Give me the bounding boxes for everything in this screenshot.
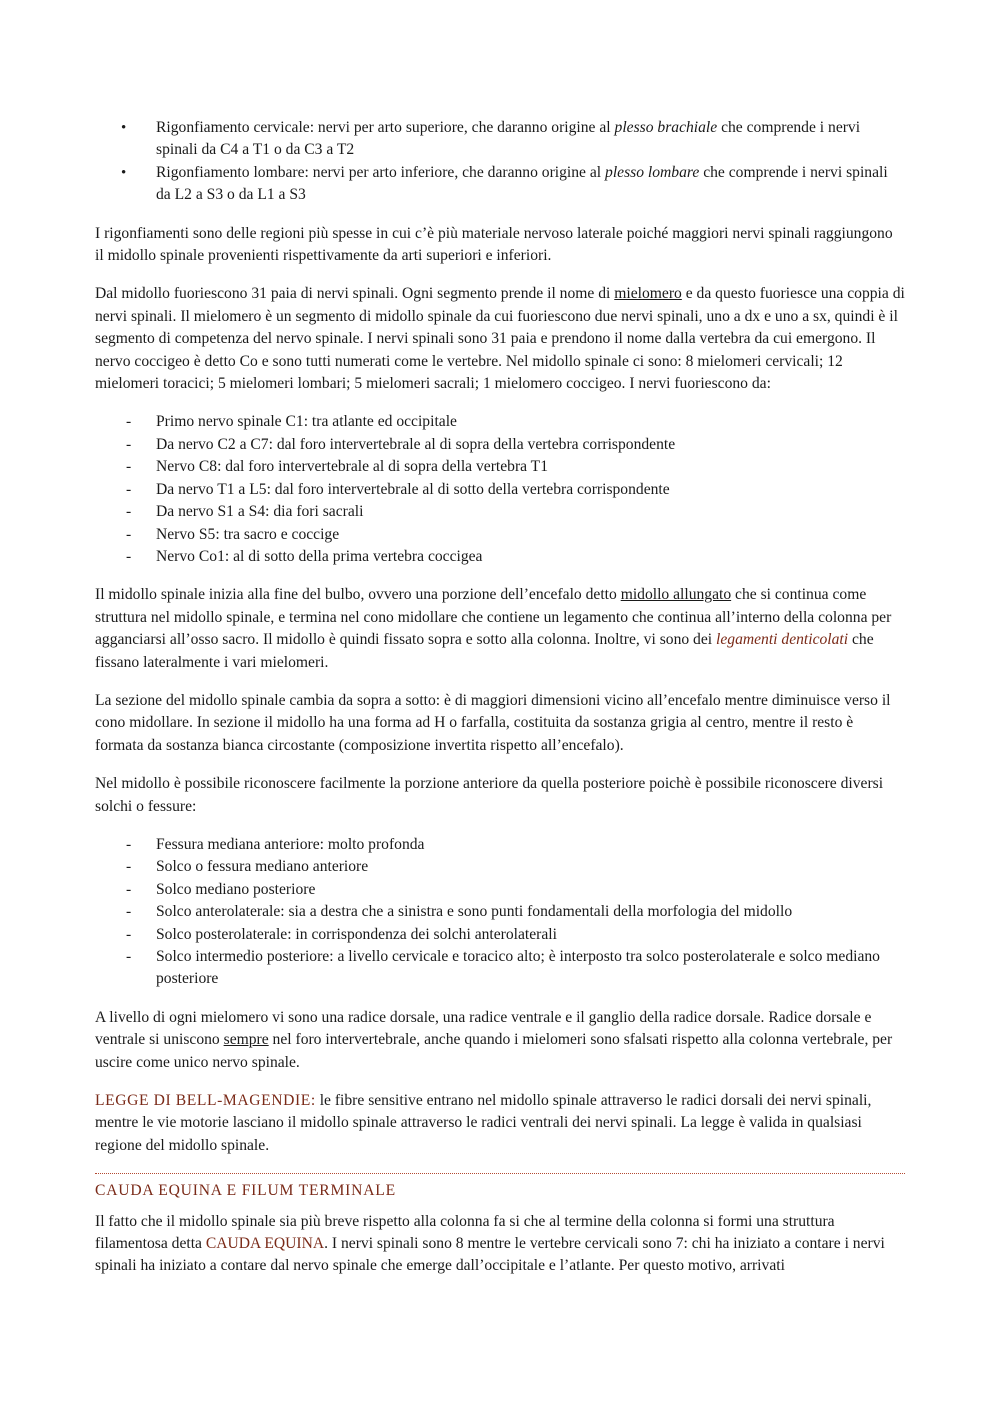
bullet-list-rigonfiamenti	[95, 117, 905, 207]
list-item: - Da nervo T1 a L5: dal foro intervertebrale al di sotto della vertebra corrispondente	[126, 480, 670, 498]
list-item: - Da nervo C2 a C7: dal foro intervertebrale al di sopra della vertebra corrispondente	[126, 435, 676, 453]
list-item: - Da nervo S1 a S4: dia fori sacrali	[126, 503, 364, 521]
list-item: • Rigonfiamento lombare: nervi per arto inferiore, che daranno origine al plesso lombare che comprende i nervi spinali da L2 a S3 o da L1 a S3	[121, 163, 888, 204]
term-cauda-equina: CAUDA EQUINA	[205, 1235, 325, 1253]
list-item: - Solco anterolaterale: sia a destra che a sinistra e sono punti fondamentali della morfologia del midollo	[126, 903, 793, 921]
list-item: - Solco intermedio posteriore: a livello cervicale e toracico alto; è interposto tra solco posterolaterale e solco mediano posteriore	[126, 948, 880, 988]
document-page	[95, 117, 905, 1294]
paragraph-legge-bell-magendie: LEGGE DI BELL-MAGENDIE: le fibre sensitive entrano nel midollo spinale attraverso le radici dorsali dei nervi spinali, mentre le vie motorie lasciano il midollo spinale attraverso le radici ventrali dei nervi spinali. La legge è valida in qualsiasi regione del midollo spinale.	[95, 1092, 872, 1154]
list-item: - Solco mediano posteriore	[126, 880, 316, 898]
bullet-icon: •	[121, 164, 127, 181]
list-item: - Nervo C8: dal foro intervertebrale al di sopra della vertebra T1	[126, 458, 548, 476]
list-sulci	[95, 834, 905, 991]
paragraph-radici: A livello di ogni mielomero vi sono una radice dorsale, una radice ventrale e il ganglio della radice dorsale. Radice dorsale e ventrale si uniscono sempre nel foro intervertebrale, anche quando i mielomeri sono sfalsati rispetto alla colonna vertebrale, per uscire come unico nervo spinale.	[95, 1008, 893, 1071]
term-mielomero: mielomero	[614, 285, 682, 303]
paragraph-cauda-equina: Il fatto che il midollo spinale sia più breve rispetto alla colonna fa si che al termine della colonna si formi una struttura filamentosa detta CAUDA EQUINA. I nervi spinali sono 8 mentre le vertebre cervicali sono 7: chi ha iniziato a contare i nervi spinali ha iniziato a contare dal nervo spinale che emerge dall’occipitale e l’atlante. Per questo motivo, arrivati	[95, 1212, 885, 1275]
label-legge: LEGGE DI BELL-MAGENDIE:	[95, 1092, 316, 1110]
term-midollo-allungato: midollo allungato	[620, 586, 732, 604]
list-item: - Fessura mediana anteriore: molto profonda	[126, 835, 425, 853]
paragraph-nervi-spinali: Dal midollo fuoriescono 31 paia di nervi spinali. Ogni segmento prende il nome di mielomero e da questo fuoriesce una coppia di nervi spinali. Il mielomero è un segmento di midollo spinale da cui fuoriescono due nervi spinali, uno a dx e uno a sx, quindi è il segmento di competenza del nervo spinale. I nervi spinali sono 31 paia e prendono il nome dalla vertebra da cui emergono. Il nervo coccigeo è detto Co e sono tutti numerati come le vertebre. Nel midollo spinale ci sono: 8 mielomeri cervicali; 12 mielomeri toracici; 5 mielomeri lombari; 5 mielomeri sacrali; 1 mielomero coccigeo. I nervi fuoriescono da:	[95, 285, 905, 393]
paragraph-midollo-inizio: Il midollo spinale inizia alla fine del bulbo, ovvero una porzione dell’encefalo detto midollo allungato che si continua come struttura nel midollo spinale, e termina nel cono midollare che contiene un legamento che continua all’interno della colonna per agganciarsi all’osso sacro. Il midollo è quindi fissato sopra e sotto alla colonna. Inoltre, vi sono dei legamenti denticolati che fissano lateralmente i vari mielomeri.	[95, 586, 892, 671]
section-divider	[95, 1173, 905, 1174]
paragraph-sezione: La sezione del midollo spinale cambia da sopra a sotto: è di maggiori dimensioni vicino all’encefalo mentre diminuisce verso il cono midollare. In sezione il midollo ha una forma ad H o farfalla, costituita da sostanza grigia al centro, mentre il resto è formata da sostanza bianca circostante (composizione invertita rispetto all’encefalo).	[95, 691, 891, 754]
list-item: - Nervo S5: tra sacro e coccige	[126, 525, 340, 543]
paragraph-rigonfiamenti: I rigonfiamenti sono delle regioni più spesse in cui c’è più materiale nervoso laterale poiché maggiori nervi spinali raggiungono il midollo spinale provenienti rispettivamente da arti superiori e inferiori.	[95, 224, 893, 265]
bullet-icon: •	[121, 120, 127, 136]
list-item: - Nervo Co1: al di sotto della prima vertebra coccigea	[126, 547, 483, 565]
list-item: - Solco o fessura mediano anteriore	[126, 858, 369, 876]
list-nerves	[95, 411, 905, 568]
list-item: • Rigonfiamento cervicale: nervi per arto superiore, che daranno origine al plesso brachiale che comprende i nervi spinali da C4 a T1 o da C3 a T2	[121, 119, 861, 159]
term-legamenti-denticolati: legamenti denticolati	[716, 631, 849, 649]
list-item: - Primo nervo spinale C1: tra atlante ed occipitale	[126, 413, 457, 431]
list-item: - Solco posterolaterale: in corrispondenza dei solchi anterolaterali	[126, 925, 557, 943]
section-heading: CAUDA EQUINA E FILUM TERMINALE	[95, 1182, 396, 1200]
term-sempre: sempre	[223, 1031, 269, 1049]
paragraph-solchi-intro: Nel midollo è possibile riconoscere facilmente la porzione anteriore da quella posteriore poichè è possibile riconoscere diversi solchi o fessure:	[95, 775, 884, 815]
